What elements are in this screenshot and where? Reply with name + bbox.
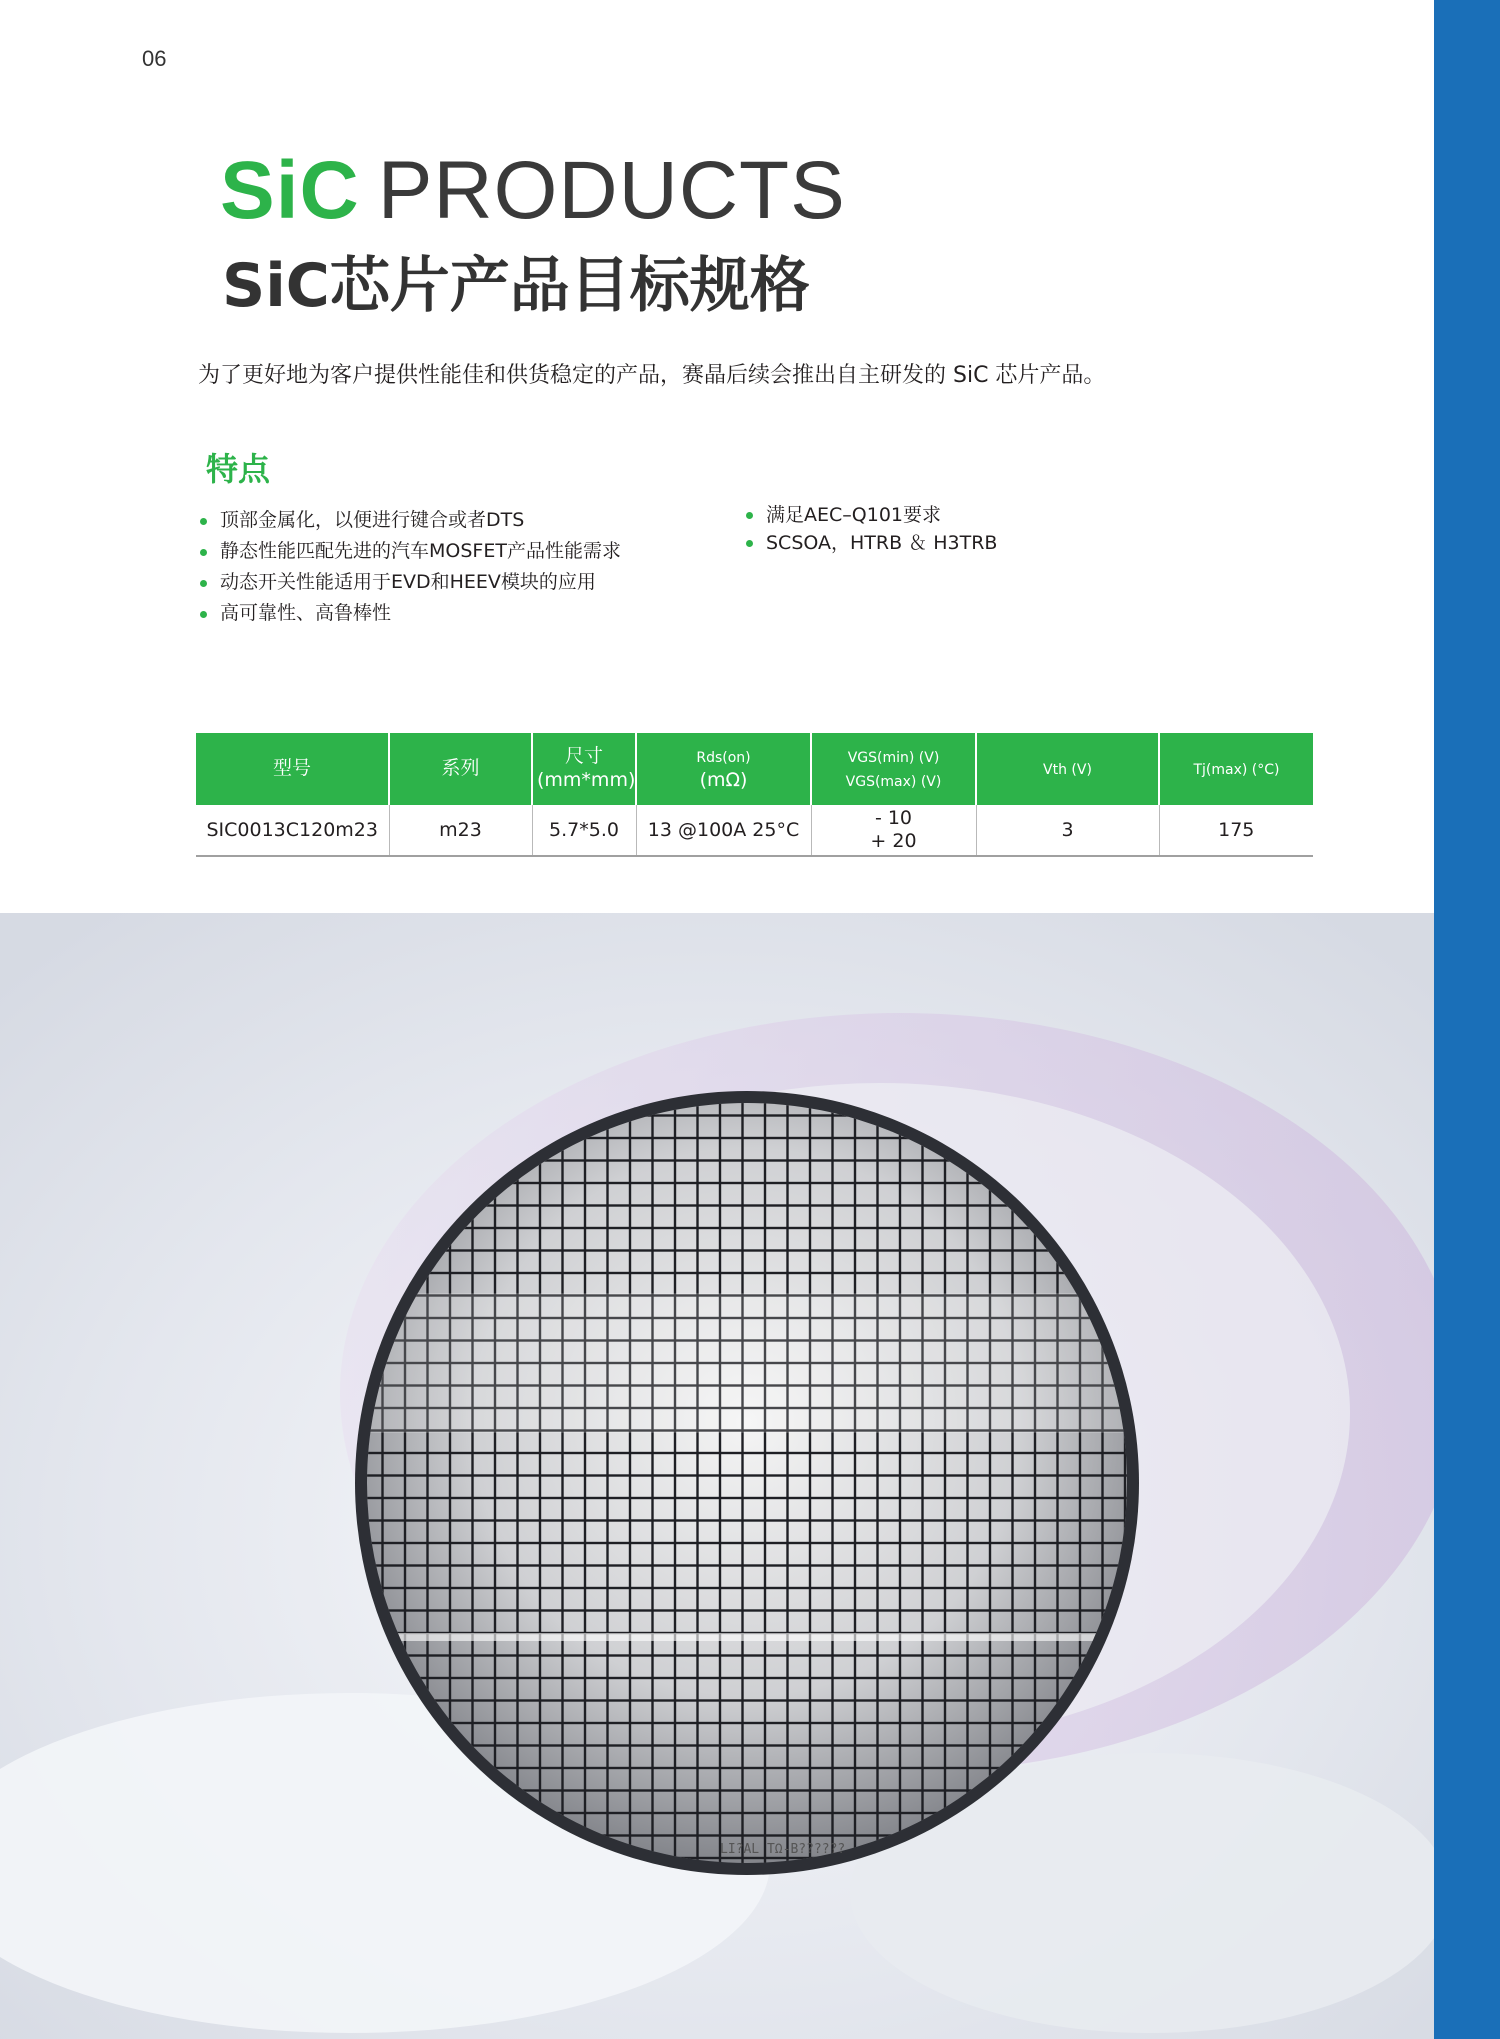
col-header-series: 系列 xyxy=(389,733,532,805)
col-header-model: 型号 xyxy=(196,733,389,805)
wafer-illustration xyxy=(0,913,1434,2039)
feature-item xyxy=(200,505,621,536)
feature-list-left xyxy=(200,505,621,629)
spec-table xyxy=(196,733,1313,857)
feature-item xyxy=(200,536,621,567)
feature-item xyxy=(746,529,997,557)
feature-item xyxy=(746,501,997,529)
cell-tj: 175 xyxy=(1159,805,1313,856)
intro-text: 为了更好地为客户提供性能佳和供货稳定的产品，赛晶后续会推出自主研发的 SiC 芯片产品。 xyxy=(198,363,1106,388)
page-subtitle: SiC芯片产品目标规格 xyxy=(222,251,810,321)
bullet-dot-icon xyxy=(200,580,207,587)
bullet-dot-icon xyxy=(746,540,753,547)
feature-text: 顶部金属化，以便进行键合或者DTS xyxy=(220,509,525,531)
cell-rds: 13 @100A 25°C xyxy=(636,805,811,856)
cell-series: m23 xyxy=(389,805,532,856)
page-number: 06 xyxy=(142,46,167,71)
feature-text: SCSOA，HTRB ＆ H3TRB xyxy=(766,532,998,554)
wafer-photo xyxy=(0,913,1434,2039)
page-title xyxy=(220,145,846,236)
side-color-band xyxy=(1434,0,1500,2039)
feature-text: 静态性能匹配先进的汽车MOSFET产品性能需求 xyxy=(220,540,621,562)
table-header-row xyxy=(196,733,1313,805)
cell-vth: 3 xyxy=(976,805,1159,856)
bullet-dot-icon xyxy=(746,512,753,519)
col-header-tj: Tj(max) (°C) xyxy=(1159,733,1313,805)
cell-vgs: - 10 + 20 xyxy=(811,805,976,856)
title-sic: SiC xyxy=(220,145,360,236)
table-row xyxy=(196,805,1313,856)
feature-text: 高可靠性、高鲁棒性 xyxy=(220,602,392,624)
col-header-vth: Vth (V) xyxy=(976,733,1159,805)
feature-list-right xyxy=(746,501,997,557)
feature-text: 动态开关性能适用于EVD和HEEV模块的应用 xyxy=(220,571,596,593)
feature-text: 满足AEC–Q101要求 xyxy=(766,504,941,526)
bullet-dot-icon xyxy=(200,518,207,525)
bullet-dot-icon xyxy=(200,611,207,618)
col-header-vgs: VGS(min) (V) VGS(max) (V) xyxy=(811,733,976,805)
col-header-size: 尺寸 (mm*mm) xyxy=(532,733,636,805)
feature-item xyxy=(200,598,621,629)
feature-item xyxy=(200,567,621,598)
title-products: PRODUCTS xyxy=(377,145,846,236)
cell-size: 5.7*5.0 xyxy=(532,805,636,856)
features-heading: 特点 xyxy=(206,450,271,488)
cell-model: SIC0013C120m23 xyxy=(196,805,389,856)
bullet-dot-icon xyxy=(200,549,207,556)
wafer-marking: LI?AL TΩ-B?????? xyxy=(720,1842,846,1857)
col-header-rds: Rds(on) (mΩ) xyxy=(636,733,811,805)
